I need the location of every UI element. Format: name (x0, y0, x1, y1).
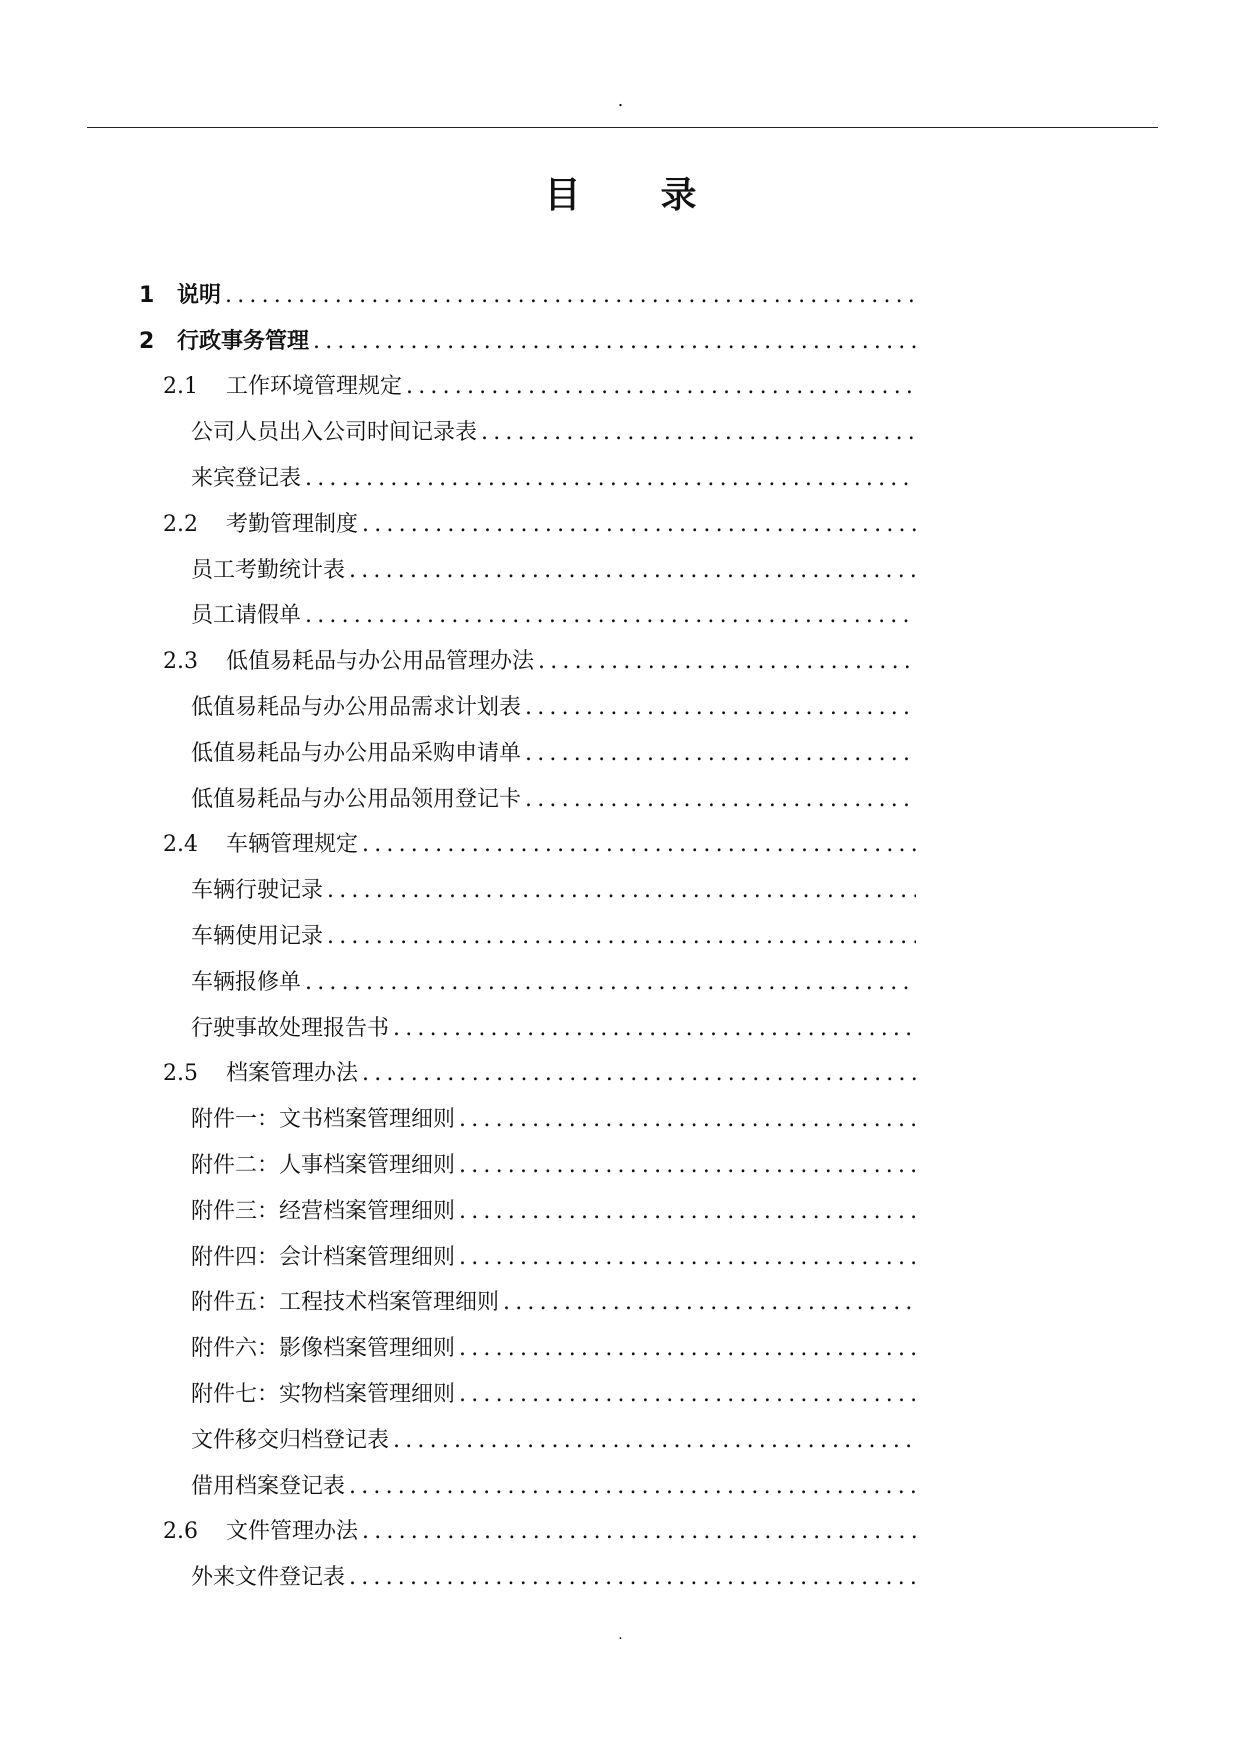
table-of-contents (0, 273, 1241, 1601)
toc-entry (191, 876, 916, 906)
toc-label: 附件一：文书档案管理细则 (191, 1107, 456, 1133)
toc-entry (139, 327, 916, 357)
toc-label: 车辆报修单 (191, 969, 302, 995)
toc-dot-leader (459, 1380, 916, 1410)
toc-item[interactable] (0, 1372, 1241, 1418)
toc-label: 附件七：实物档案管理细则 (191, 1382, 456, 1408)
toc-label: 说明 (177, 282, 222, 308)
toc-item[interactable] (0, 1418, 1241, 1464)
toc-dot-leader (393, 1426, 916, 1456)
toc-dot-leader (538, 647, 916, 677)
toc-label: 车辆行驶记录 (191, 878, 324, 904)
toc-entry (191, 1472, 916, 1502)
toc-entry (191, 1334, 916, 1364)
header-mark: . (617, 90, 624, 111)
toc-label: 行驶事故处理报告书 (191, 1015, 390, 1041)
page-title: 目录 (544, 175, 777, 216)
toc-entry (163, 1517, 916, 1547)
toc-item[interactable] (0, 960, 1241, 1006)
toc-entry (163, 1059, 916, 1089)
toc-entry (191, 1151, 916, 1181)
toc-dot-leader (225, 281, 916, 311)
toc-label: 档案管理办法 (226, 1061, 359, 1087)
toc-item[interactable] (0, 548, 1241, 594)
toc-item[interactable] (0, 1189, 1241, 1235)
toc-label: 行政事务管理 (177, 328, 310, 354)
toc-entry (191, 693, 916, 723)
toc-dot-leader (327, 922, 916, 952)
toc-entry (191, 464, 916, 494)
toc-dot-leader (305, 464, 916, 494)
toc-dot-leader (503, 1288, 916, 1318)
toc-item[interactable] (0, 410, 1241, 456)
toc-label: 员工请假单 (191, 603, 302, 629)
toc-item[interactable] (0, 456, 1241, 502)
toc-number: 2.2 (163, 511, 198, 537)
toc-item[interactable] (0, 273, 1241, 319)
toc-item[interactable] (0, 639, 1241, 685)
toc-item[interactable] (0, 1235, 1241, 1281)
toc-dot-leader (313, 327, 916, 357)
toc-label: 低值易耗品与办公用品采购申请单 (191, 740, 522, 766)
toc-label: 附件二：人事档案管理细则 (191, 1153, 456, 1179)
toc-item[interactable] (0, 1006, 1241, 1052)
toc-item[interactable] (0, 1510, 1241, 1556)
toc-entry (191, 968, 916, 998)
toc-number: 1 (139, 282, 155, 308)
toc-dot-leader (349, 1563, 916, 1593)
toc-item[interactable] (0, 868, 1241, 914)
header-rule (87, 127, 1158, 128)
toc-label: 附件五：工程技术档案管理细则 (191, 1290, 500, 1316)
toc-entry (191, 1014, 916, 1044)
toc-label: 低值易耗品与办公用品需求计划表 (191, 695, 522, 721)
toc-entry (191, 1197, 916, 1227)
toc-entry (191, 1426, 916, 1456)
toc-dot-leader (459, 1151, 916, 1181)
toc-entry (191, 1380, 916, 1410)
toc-dot-leader (525, 739, 916, 769)
toc-label: 文件移交归档登记表 (191, 1427, 390, 1453)
toc-entry (163, 647, 916, 677)
toc-dot-leader (305, 601, 916, 631)
toc-label: 车辆管理规定 (226, 832, 359, 858)
toc-item[interactable] (0, 731, 1241, 777)
toc-label: 附件三：经营档案管理细则 (191, 1198, 456, 1224)
toc-entry (191, 1563, 916, 1593)
toc-label: 借用档案登记表 (191, 1473, 346, 1499)
toc-dot-leader (393, 1014, 916, 1044)
toc-dot-leader (459, 1334, 916, 1364)
toc-dot-leader (362, 1517, 916, 1547)
toc-item[interactable] (0, 1281, 1241, 1327)
toc-label: 考勤管理制度 (226, 511, 359, 537)
toc-dot-leader (327, 876, 916, 906)
toc-label: 来宾登记表 (191, 466, 302, 492)
toc-entry (191, 739, 916, 769)
toc-number: 2.5 (163, 1061, 198, 1087)
toc-label: 外来文件登记表 (191, 1565, 346, 1591)
toc-dot-leader (481, 418, 916, 448)
toc-number: 2 (139, 328, 155, 354)
toc-label: 附件六：影像档案管理细则 (191, 1336, 456, 1362)
toc-entry (163, 372, 916, 402)
toc-dot-leader (305, 968, 916, 998)
toc-item[interactable] (0, 1326, 1241, 1372)
toc-entry (163, 830, 916, 860)
toc-item[interactable] (0, 365, 1241, 411)
toc-item[interactable] (0, 777, 1241, 823)
toc-dot-leader (459, 1243, 916, 1273)
toc-entry (191, 785, 916, 815)
toc-item[interactable] (0, 1464, 1241, 1510)
toc-dot-leader (349, 556, 916, 586)
toc-item[interactable] (0, 1052, 1241, 1098)
toc-item[interactable] (0, 1555, 1241, 1601)
toc-number: 2.4 (163, 832, 198, 858)
toc-item[interactable] (0, 685, 1241, 731)
toc-item[interactable] (0, 1097, 1241, 1143)
toc-label: 附件四：会计档案管理细则 (191, 1244, 456, 1270)
toc-label: 工作环境管理规定 (226, 374, 403, 400)
toc-dot-leader (459, 1197, 916, 1227)
toc-dot-leader (362, 510, 916, 540)
toc-item[interactable] (0, 914, 1241, 960)
toc-item[interactable] (0, 502, 1241, 548)
toc-item[interactable] (0, 594, 1241, 640)
toc-dot-leader (525, 693, 916, 723)
toc-label: 文件管理办法 (226, 1519, 359, 1545)
toc-entry (139, 281, 916, 311)
toc-label: 低值易耗品与办公用品管理办法 (226, 649, 535, 675)
toc-dot-leader (406, 372, 916, 402)
toc-item[interactable] (0, 1143, 1241, 1189)
toc-entry (191, 601, 916, 631)
toc-item[interactable] (0, 823, 1241, 869)
toc-entry (191, 922, 916, 952)
toc-item[interactable] (0, 319, 1241, 365)
toc-number: 2.6 (163, 1519, 198, 1545)
toc-entry (163, 510, 916, 540)
toc-label: 车辆使用记录 (191, 924, 324, 950)
toc-label: 低值易耗品与办公用品领用登记卡 (191, 786, 522, 812)
toc-entry (191, 1288, 916, 1318)
toc-entry (191, 1243, 916, 1273)
toc-entry (191, 1105, 916, 1135)
toc-number: 2.1 (163, 374, 198, 400)
toc-dot-leader (349, 1472, 916, 1502)
toc-label: 公司人员出入公司时间记录表 (191, 420, 478, 446)
toc-dot-leader (362, 830, 916, 860)
toc-dot-leader (459, 1105, 916, 1135)
toc-number: 2.3 (163, 649, 198, 675)
footer-mark: . (618, 1627, 623, 1643)
toc-entry (191, 418, 916, 448)
toc-entry (191, 556, 916, 586)
toc-dot-leader (525, 785, 916, 815)
toc-dot-leader (362, 1059, 916, 1089)
toc-label: 员工考勤统计表 (191, 557, 346, 583)
